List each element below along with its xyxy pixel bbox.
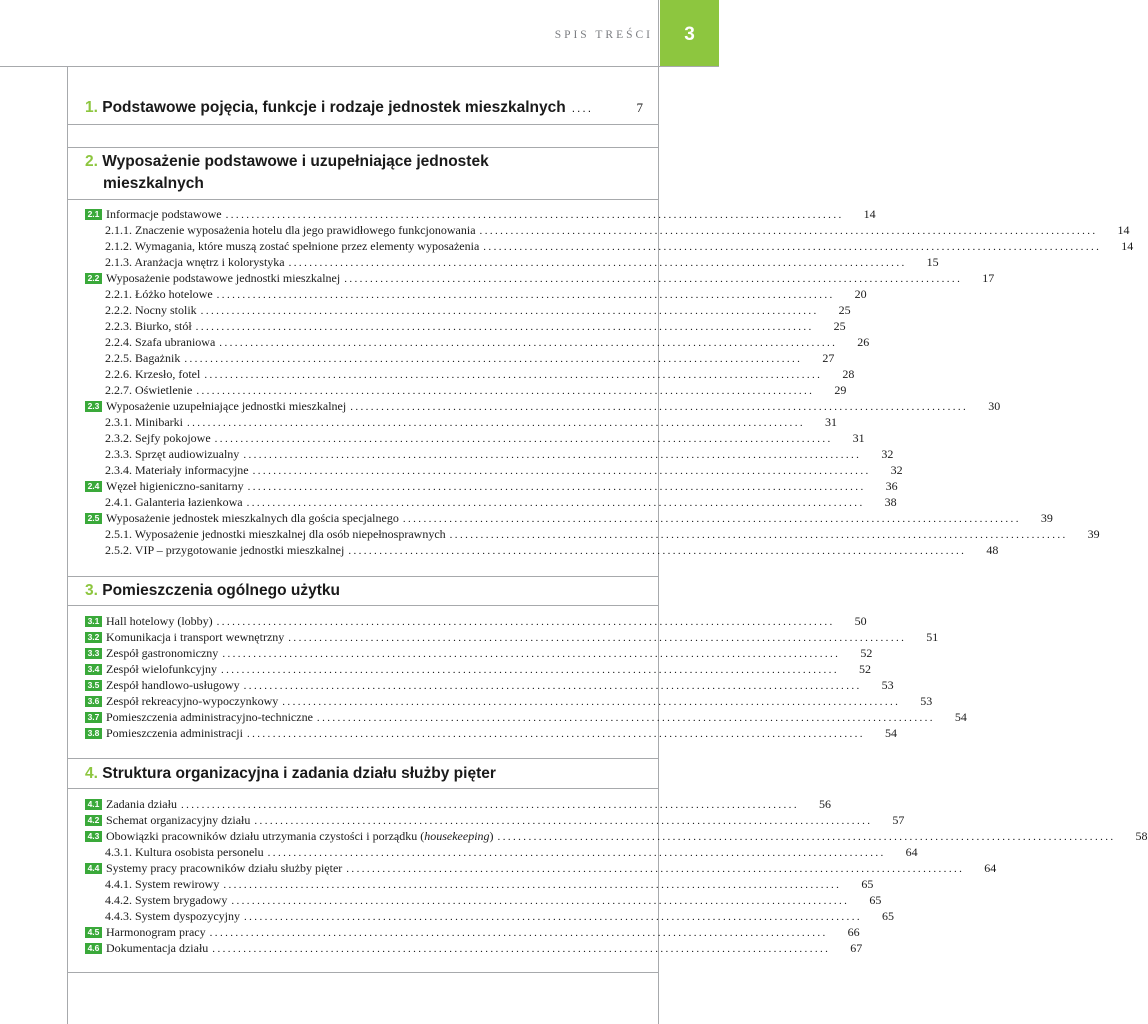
entry-page: 56 [818,797,831,811]
entry-title-text: Zadania działu [106,797,177,811]
entry-title [105,254,285,270]
entry-page: 67 [850,941,863,955]
entry-page: 25 [838,303,851,317]
toc-subentry[interactable] [105,462,903,478]
toc-entry[interactable] [85,629,939,645]
entry-title [106,860,342,876]
subsection-number: 2.1.1. [105,223,132,237]
entry-title-text: Minibarki [135,415,183,429]
entry-title [105,318,192,334]
chapter-title: Struktura organizacyjna i zadania działu służby pięter [102,765,496,782]
entry-title-text: Kultura osobista personelu [135,845,264,859]
section-number-badge: 3.1 [85,616,102,627]
section-number-badge: 3.5 [85,680,102,691]
entry-title [105,414,183,430]
chapter-4-heading[interactable] [85,763,645,785]
leader-dots: ........................................................................................................................ [244,911,862,923]
entry-title-text: Aranżacja wnętrz i kolorystyka [134,255,285,269]
leader-dots: .... [571,101,594,115]
chapter-page: 7 [636,100,643,115]
entry-page: 51 [926,630,939,644]
leader-dots: ........................................................................................................................ [231,895,850,907]
entry-page: 39 [1087,527,1100,541]
entry-title-text: Zespół gastronomiczny [106,646,219,660]
toc-subentry[interactable] [105,430,865,446]
entry-title-text: Zespół rekreacyjno-wypoczynkowy [106,694,279,708]
entry-page: 66 [847,925,860,939]
section-rule [67,124,659,125]
leader-dots: ........................................................................................................................ [282,696,901,708]
entry-page: 54 [954,710,967,724]
toc-entry[interactable] [85,860,997,876]
entry-title [105,908,240,924]
subsection-number: 2.3.2. [105,431,132,445]
toc-entry[interactable] [85,709,967,725]
entry-title-text: Wymagania, które muszą zostać spełnione przez elementy wyposażenia [134,239,480,253]
entry-title [106,828,494,844]
subsection-number: 2.2.6. [105,367,132,381]
entry-title-text: Sprzęt audiowizualny [135,447,240,461]
leader-dots: ........................................................................................................................ [350,401,969,413]
entry-title-text: Bagażnik [135,351,181,365]
toc-subentry[interactable] [105,494,897,510]
toc-entry[interactable] [85,398,1001,414]
entry-title-text: System dyspozycyjny [135,909,240,923]
entry-title-text: Biurko, stół [135,319,192,333]
toc-subentry[interactable] [105,908,894,924]
entry-title [105,238,479,254]
entry-page: 65 [861,877,874,891]
entry-title [105,430,211,446]
toc-entry[interactable] [85,613,867,629]
entry-page: 57 [892,813,905,827]
entry-page: 64 [984,861,997,875]
toc-subentry[interactable] [105,318,846,334]
leader-dots: ........................................................................................................................ [225,209,844,221]
toc-entry[interactable] [85,510,1053,526]
toc-subentry[interactable] [105,222,1130,238]
leader-dots: ........................................................................................................................ [252,465,871,477]
entry-page: 58 [1135,829,1148,843]
leader-dots: ........................................................................................................................ [187,417,805,429]
entry-title [106,796,177,812]
chapter-title: Podstawowe pojęcia, funkcje i rodzaje jednostek mieszkalnych [102,99,566,116]
entry-title-text: System rewirowy [135,877,220,891]
chapter-number: 4. [85,765,98,782]
entry-title [106,940,208,956]
leader-dots: ........................................................................................................................ [222,648,841,660]
leader-dots: ........................................................................................................................ [243,449,862,461]
leader-dots: ........................................................................................................................ [196,385,815,397]
entry-page: 31 [825,415,837,429]
toc-subentry[interactable] [105,334,870,350]
running-head: SPIS TREŚCI [554,29,653,41]
entry-title [105,334,215,350]
entry-title [106,270,340,286]
entry-page: 53 [881,678,894,692]
entry-title [106,661,217,677]
entry-title [105,302,197,318]
chapter-number: 1. [85,99,98,116]
entry-title-text: Obowiązki pracowników działu utrzymania czystości i porządku ( [106,829,425,843]
entry-title-italic: housekeeping [424,829,490,843]
chapter-title-continued: mieszkalnych [103,175,204,192]
entry-page: 20 [854,287,867,301]
entry-title-text: Informacje podstawowe [106,207,222,221]
chapter-title: Wyposażenie podstawowe i uzupełniające jednostek [102,153,489,170]
entry-page: 52 [860,646,873,660]
toc-subentry[interactable] [105,844,918,860]
subsection-number: 2.2.5. [105,351,132,365]
entry-title [106,924,206,940]
leader-dots: ........................................................................................................................ [223,879,842,891]
leader-dots: ........................................................................................................................ [195,321,814,333]
section-number-badge: 3.4 [85,664,102,675]
entry-title-text: Systemy pracy pracowników działu służby pięter [106,861,343,875]
leader-dots: ........................................................................................................................ [497,831,1116,843]
entry-page: 53 [920,694,933,708]
toc-entry[interactable] [85,206,876,222]
section-number-badge: 2.5 [85,513,102,524]
entry-title [106,645,218,661]
leader-dots: ........................................................................................................................ [209,927,828,939]
entry-title [105,494,243,510]
leader-dots: ........................................................................................................................ [200,305,819,317]
entry-page: 30 [988,399,1001,413]
toc-entry[interactable] [85,677,894,693]
leader-dots: ........................................................................................................................ [483,241,1102,253]
entry-page: 39 [1040,511,1053,525]
entry-page: 54 [884,726,897,740]
entry-title-text: Galanteria łazienkowa [135,495,243,509]
page-number-tab [660,0,719,66]
subsection-number: 2.3.4. [105,463,132,477]
entry-title-text: Hall hotelowy (lobby) [106,614,213,628]
subsection-number: 2.2.1. [105,287,132,301]
entry-title [106,398,346,414]
toc-subentry[interactable] [105,366,855,382]
subsection-number: 2.2.7. [105,383,132,397]
entry-title [106,478,244,494]
entry-title-text: Komunikacja i transport wewnętrzny [106,630,285,644]
toc-entry[interactable] [85,828,1148,844]
leader-dots: ........................................................................................................................ [204,369,823,381]
leader-dots: ........................................................................................................................ [267,847,886,859]
section-rule [67,605,659,606]
leader-dots: ........................................................................................................................ [243,680,862,692]
chapter-1-heading[interactable] [85,97,645,119]
entry-title [106,510,399,526]
entry-title-text: Wyposażenie uzupełniające jednostki mieszkalnej [106,399,347,413]
entry-page: 65 [869,893,882,907]
subsection-number: 2.4.1. [105,495,132,509]
leader-dots: ........................................................................................................................ [214,433,833,445]
chapter-number: 2. [85,153,98,170]
left-margin-rule [67,66,68,1024]
toc-subentry[interactable] [105,542,999,558]
leader-dots: ........................................................................................................................ [346,863,965,875]
toc-entry[interactable] [85,940,863,956]
section-number-badge: 3.3 [85,648,102,659]
entry-title-text: Schemat organizacyjny działu [106,813,251,827]
entry-page: 29 [834,383,847,397]
entry-title-text: Wyposażenie podstawowe jednostki mieszkalnej [106,271,341,285]
section-number-badge: 3.8 [85,728,102,739]
leader-dots: ........................................................................................................................ [220,664,839,676]
entry-title [105,286,213,302]
toc-subentry[interactable] [105,526,1100,542]
entry-page: 32 [890,463,903,477]
section-number-badge: 2.4 [85,481,102,492]
section-number-badge: 2.1 [85,209,102,220]
leader-dots: ........................................................................................................................ [180,799,799,811]
entry-title-text: Węzeł higieniczno-sanitarny [106,479,244,493]
entry-title [105,876,219,892]
entry-page: 15 [926,255,939,269]
toc-entry[interactable] [85,478,898,494]
subsection-number: 4.4.3. [105,909,132,923]
entry-title [105,462,249,478]
chapter-3-heading[interactable] [85,580,645,602]
leader-dots: ........................................................................................................................ [219,337,838,349]
leader-dots: ........................................................................................................................ [402,513,1021,525]
section-number-badge: 3.6 [85,696,102,707]
section-number-badge: 4.4 [85,863,102,874]
toc-entry[interactable] [85,796,831,812]
entry-title-text: Harmonogram pracy [106,925,206,939]
leader-dots: ........................................................................................................................ [288,632,907,644]
entry-title [106,629,284,645]
section-rule [67,576,659,577]
entry-page: 14 [863,207,876,221]
entry-title [105,526,446,542]
entry-title-text: Wyposażenie jednostki mieszkalnej dla osób niepełnosprawnych [134,527,446,541]
entry-title [105,382,192,398]
toc-entry[interactable] [85,812,905,828]
entry-title-text: Szafa ubraniowa [135,335,216,349]
entry-title-text: System brygadowy [135,893,228,907]
entry-page: 25 [833,319,846,333]
toc-subentry[interactable] [105,302,851,318]
leader-dots: ........................................................................................................................ [479,225,1098,237]
section-number-badge: 4.2 [85,815,102,826]
entry-page: 28 [842,367,855,381]
entry-title [106,725,243,741]
section-number-badge: 2.2 [85,273,102,284]
entry-title [105,350,180,366]
entry-page: 36 [885,479,898,493]
entry-title [106,613,213,629]
entry-title [105,844,264,860]
leader-dots: ........................................................................................................................ [449,529,1068,541]
entry-title [106,709,313,725]
toc-subentry[interactable] [105,238,1134,254]
leader-dots: ........................................................................................................................ [254,815,873,827]
entry-page: 14 [1117,223,1130,237]
entry-page: 65 [882,909,894,923]
toc-entry[interactable] [85,725,897,741]
entry-title-text: Krzesło, fotel [135,367,201,381]
entry-title-text: Zespół handlowo-usługowy [106,678,240,692]
toc-subentry[interactable] [105,382,847,398]
section-rule [67,788,659,789]
entry-title-text: Znaczenie wyposażenia hotelu dla jego prawidłowego funkcjonowania [135,223,476,237]
entry-title-text: Nocny stolik [135,303,197,317]
subsection-number: 2.1.3. [105,255,132,269]
entry-page: 27 [822,351,835,365]
toc-subentry[interactable] [105,350,835,366]
entry-title-text: Oświetlenie [135,383,193,397]
section-number-badge: 2.3 [85,401,102,412]
entry-title-text: Sejfy pokojowe [135,431,211,445]
leader-dots: ........................................................................................................................ [246,497,865,509]
section-number-badge: 3.7 [85,712,102,723]
toc-subentry[interactable] [105,254,939,270]
entry-title-text: ) [489,829,494,843]
toc-subentry[interactable] [105,414,837,430]
entry-page: 38 [884,495,897,509]
toc-entry[interactable] [85,661,871,677]
section-rule [67,758,659,759]
toc-subentry[interactable] [105,446,894,462]
toc-entry[interactable] [85,924,860,940]
toc-subentry[interactable] [105,892,882,908]
leader-dots: ........................................................................................................................ [184,353,803,365]
entry-title-text: Pomieszczenia administracji [106,726,243,740]
entry-title-text: Materiały informacyjne [135,463,249,477]
subsection-number: 2.5.2. [105,543,132,557]
toc-subentry[interactable] [105,286,867,302]
section-number-badge: 4.1 [85,799,102,810]
entry-title-text: VIP – przygotowanie jednostki mieszkalnej [134,543,345,557]
entry-page: 26 [857,335,870,349]
toc-entry[interactable] [85,693,933,709]
section-number-badge: 4.5 [85,927,102,938]
toc-entry[interactable] [85,270,995,286]
entry-title [106,812,250,828]
chapter-2-heading[interactable] [85,151,645,195]
section-rule [67,147,659,148]
section-rule [67,972,659,973]
section-rule [67,199,659,200]
entry-title [105,542,344,558]
entry-title [105,892,227,908]
entry-title [105,222,476,238]
leader-dots: ........................................................................................................................ [246,728,865,740]
subsection-number: 2.2.2. [105,303,132,317]
leader-dots: ........................................................................................................................ [316,712,935,724]
entry-page: 17 [982,271,995,285]
header-rule [0,66,719,67]
entry-title-text: Dokumentacja działu [106,941,209,955]
entry-page: 14 [1121,239,1134,253]
leader-dots: ........................................................................................................................ [288,257,907,269]
entry-page: 32 [881,447,894,461]
subsection-number: 2.3.1. [105,415,132,429]
leader-dots: ........................................................................................................................ [247,481,866,493]
entry-page: 48 [986,543,999,557]
entry-title-text: Łóżko hotelowe [135,287,213,301]
leader-dots: ........................................................................................................................ [216,289,835,301]
leader-dots: ........................................................................................................................ [344,273,963,285]
entry-title [105,446,239,462]
section-number-badge: 3.2 [85,632,102,643]
entry-page: 64 [905,845,918,859]
entry-title [106,677,240,693]
subsection-number: 2.2.4. [105,335,132,349]
entry-title-text: Zespół wielofunkcyjny [106,662,217,676]
entry-title-text: Wyposażenie jednostek mieszkalnych dla gościa specjalnego [106,511,399,525]
toc-subentry[interactable] [105,876,874,892]
subsection-number: 4.4.2. [105,893,132,907]
leader-dots: ........................................................................................................................ [216,616,835,628]
chapter-number: 3. [85,582,98,599]
subsection-number: 4.3.1. [105,845,132,859]
entry-page: 50 [854,614,867,628]
entry-title-text: Pomieszczenia administracyjno-techniczne [106,710,313,724]
subsection-number: 2.1.2. [105,239,132,253]
section-number-badge: 4.6 [85,943,102,954]
entry-page: 31 [852,431,865,445]
entry-page: 52 [858,662,871,676]
entry-title [106,693,278,709]
subsection-number: 2.5.1. [105,527,132,541]
leader-dots: ........................................................................................................................ [348,545,967,557]
subsection-number: 4.4.1. [105,877,132,891]
subsection-number: 2.2.3. [105,319,132,333]
section-number-badge: 4.3 [85,831,102,842]
subsection-number: 2.3.3. [105,447,132,461]
chapter-title: Pomieszczenia ogólnego użytku [102,582,340,599]
entry-title [105,366,200,382]
entry-title [106,206,222,222]
toc-entry[interactable] [85,645,873,661]
page-number: 3 [684,24,695,45]
leader-dots: ........................................................................................................................ [212,943,831,955]
